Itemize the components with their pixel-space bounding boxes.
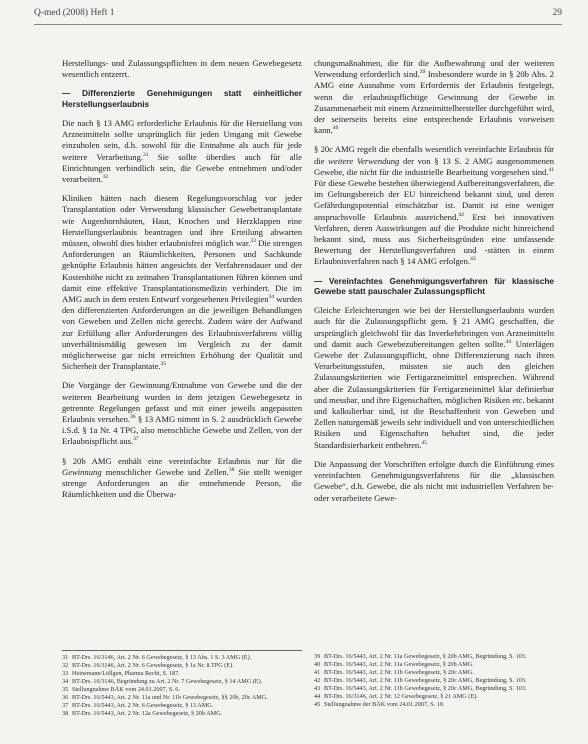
footnote-ref[interactable]: 33 — [250, 238, 256, 245]
footnote-ref[interactable]: 36 — [130, 414, 136, 421]
page-number: 29 — [552, 8, 562, 18]
paragraph: § 20b AMG enthält eine vereinfachte Erlaubnis nur für die Gewinnung menschlicher Gewebe und Zellen.$^{38}$ Sie stellt weniger strenge Anforderungen an die entnehmende Person, die Räumlichkeiten und die Überwa- — [62, 455, 302, 500]
footnote: 43 BT-Drs. 16/5443, Art. 2 Nr. 11b Gewebegesetz, § 20c AMG, Begründung, S. 103. — [314, 685, 527, 692]
left-column — [62, 58, 302, 501]
footnote-ref[interactable]: 42 — [458, 211, 464, 218]
section-heading: — Vereinfachtes Genehmigungsverfahren für klassische Gewebe statt pauschaler Zulassungspflicht — [314, 275, 554, 297]
section-heading: — Differenzierte Genehmigungen statt einheitlicher Herstellungserlaubnis — [62, 88, 302, 110]
footnote: 35 Stellungnahme BÄK vom 24.01.2007, S. 6. — [62, 686, 180, 693]
paragraph: chungsmaßnahmen, die für die Aufbewahrung und der weiteren Verwendung erforderlich sind.$^{39}$ Insbesondere wurde in § 20b Abs. 2 AMG eine Ausnahme vom Erfordernis der Erlaubnis festgelegt, wenn die erlaubnispflichtige Gewinnung der Gewebe in Zusammenarbeit mit einem Arzneimittelhersteller durchgeführt wird, der seinerseits bereits eine entsprechende Erlaubnis vorweisen kann.$^{40}$ — [314, 58, 555, 136]
footnote-ref[interactable]: 31 — [143, 151, 149, 158]
footnote-ref[interactable]: 37 — [133, 436, 139, 443]
footnote: 42 BT-Drs. 16/5443, Art. 2 Nr. 11b Gewebegesetz, § 20c AMG, Begründung, S. 103. — [314, 677, 527, 684]
footnote-ref[interactable]: 38 — [228, 467, 235, 474]
paragraph: Herstellungs- und Zulassungspflichten in dem neuen Gewebegesetz wesentlich entzerrt. — [62, 58, 302, 80]
footnote: 36 BT-Drs. 16/5443, Art. 2 Nr. 11a und Nr. 11b Gewebegesetz, §§ 20b, 20c AMG. — [62, 694, 268, 701]
footnote-ref[interactable]: 45 — [421, 439, 427, 446]
footnote: 31 BT-Drs. 16/3146, Art. 2 Nr. 6 Gewebegesetz, § 13 Abs. 1 S. 3 AMG (E). — [62, 654, 252, 661]
paragraph: Kliniken hätten nach diesem Regelungsvorschlag vor jeder Transplantation oder Verwendung klassischer Gewebetransplantate wie Augenhornhäuten, Haut, Knochen und Herzklappen eine Herstellungserlaubnis beantragen und ihre Erteilung abwarten müssen, obwohl dies bisher erlaubnisfrei möglich war.$^{33}$ Die strengen Anforderungen an Räumlichkeiten, Personen und Sachkunde geknüpfte Erlaubnis hätten angesichts der Verfahrensdauer und der Kostenhöhe nicht zu zeitnahen Transplantationen führen können und damit eine effektive Transplantationsmedizin verhindert. Die im AMG auch in dem ersten Entwurf vorgesehenen Privilegien$^{34}$ wurden den differenzierten Anforderungen an die jeweiligen Behandlungen von Geweben und Zellen nicht gerecht. Zudem wäre der Aufwand zur Erfüllung aller Anforderungen des Erlaubnisverfahrens völlig unverhältnismäßig gewesen im Vergleich zu der damit möglicherweise gar nicht erreichten Erhöhung der Qualität und Sicherheit der Transplantate.$^{35}$ — [62, 193, 303, 372]
footnote-ref[interactable]: 34 — [268, 294, 275, 301]
footnote: 37 BT-Drs. 16/5443, Art. 2 Nr. 6 Gewebegesetz, § 13 AMG. — [62, 702, 214, 709]
paragraph: Gleiche Erleichterungen wie bei der Herstellungserlaubnis wurden auch für die Zulassungspflicht gem. § 21 AMG geschaffen, die ursprünglich gleichwohl für das Inverkehrbringen von Arzneimitteln und damit auch Gewebezubereitungen gelten sollte.$^{44}$ Unterlägen Gewebe der Zulassungspflicht, ohne Differenzierung nach ihren Verarbeitungsstufen, müssten sie auch den gleichen Zulassungskriterien wie Fertigarzneimittel entsprechen. Während aber die Zulassungskriterien für Fertigarzneimittel klar definierbar und messbar, und ihre Eigenschaften, möglichen Risiken etc. bekannt und kalkulierbar sind, ist die Beschaffenheit von Geweben und Zellen naturgemäß jeweils sehr individuell und von unterschiedlichen Risiken und Eigenschaften behaftet sind, die jeder Standardisierbarkeit entbehren.$^{45}$ — [314, 305, 554, 450]
footnote-ref[interactable]: 43 — [470, 256, 476, 263]
paragraph: Die Vorgänge der Gewinnung/Entnahme von Gewebe und die der weiteren Bearbeitung wurden in dem jetzigen Gewebegesetz in getrennte Regelungen gefasst und mit einer jeweils angepassten Erlaubnis versehen.$^{36}$ § 13 AMG nimmt in S. 2 ausdrücklich Gewebe i.S.d. § 1a Nr. 4 TPG, also menschliche Gewebe und Zellen, von der Erlaubnispflicht aus.$^{37}$ — [62, 380, 302, 447]
paragraph: Die Anpassung der Vorschriften erfolgte durch die Einführung eines vereinfachten Genehmigungsverfahrens für die „klassischen Gewebe“, d.h. Gewebe, die als nicht mit industriellen Verfahren be- oder verarbeitete Gewe- — [314, 458, 554, 503]
footnote-ref[interactable]: 41 — [548, 166, 554, 173]
footnote-ref[interactable]: 32 — [102, 174, 109, 181]
footnote: 38 BT-Drs. 16/5443, Art. 2 Nr. 12a Gewebegesetz, § 20b AMG. — [62, 710, 223, 717]
paragraph: Die nach § 13 AMG erforderliche Erlaubnis für die Herstellung von Arzneimitteln sollte ursprünglich für jeden Umgang mit Gewebe einzuholen sein, d.h. sowohl für die Entnahme als auch für jede weitere Verarbeitung.$^{31}$ Sie sollte überdies auch für alle Einrichtungen verbindlich sein, die Gewebe entnehmen und/oder verarbeiten.$^{32}$ — [62, 118, 302, 185]
footnote-ref[interactable]: 40 — [332, 125, 339, 132]
footnote: 44 BT-Drs. 16/3146, Art. 2 Nr. 12 Gewebegesetz, § 21 AMG (E). — [314, 693, 478, 700]
footnote-ref[interactable]: 39 — [419, 69, 426, 76]
paragraph: § 20c AMG regelt die ebenfalls wesentlich vereinfachte Erlaubnis für die weitere Verwendung der von § 13 S. 2 AMG ausgenommenen Gewebe, die nicht für die industrielle Bearbeitung vorgesehen sind.$^{41}$ Für diese Gewebe bestehen überwiegend Aufbereitungsverfahren, die im Geltungsbereich der EU hinreichend bekannt sind, und deren Gefährdungspotential einschätzbar ist. Damit ist eine weniger anspruchsvolle Erlaubnis ausreichend.$^{42}$ Erst bei innovativen Verfahren, deren Auswirkungen auf die Produkte nicht hinreichend bekannt sind, muss aus Sicherheitsgründen eine umfassende Bewertung der Herstellungsverfahren und -stätten in einem Erlaubnisverfahren nach § 14 AMG erfolgen.$^{43}$ — [314, 144, 554, 267]
footnote: 45 Stellungnahme der BÄK vom 24.01.2007, S. 10. — [314, 701, 445, 708]
journal-title: Q-med (2008) Heft 1 — [34, 8, 115, 18]
footnote-ref[interactable]: 35 — [160, 361, 167, 368]
footnote: 41 BT-Drs. 16/5443, Art. 2 Nr. 11b Gewebegesetz, § 20c AMG. — [314, 669, 474, 676]
footnote: 33 Heinemann/Löllgen, Pharma Recht, S. 187. — [62, 670, 180, 677]
footnotes-right — [314, 650, 554, 709]
footnotes-left — [62, 650, 302, 718]
footnote: 39 BT-Drs. 16/5443, Art. 2 Nr. 11a Gewebegesetz, § 20b AMG, Begründung, S. 103. — [314, 653, 527, 660]
right-column — [314, 58, 554, 504]
footnote: 34 BT-Drs. 16/3146, Begründung zu Art. 2 Nr. 7 Gewebegesetz, § 14 AMG (E). — [62, 678, 263, 685]
footnote: 32 BT-Drs. 16/3146, Art. 2 Nr. 6 Gewebegesetz, § 1a Nr. 8 TPG (E). — [62, 662, 234, 669]
footnote: 40 BT-Drs. 16/5443, Art. 2 Nr. 11a Gewebegesetz, § 20b AMG. — [314, 661, 474, 668]
footnote-ref[interactable]: 44 — [505, 339, 511, 345]
page-header — [34, 8, 562, 25]
